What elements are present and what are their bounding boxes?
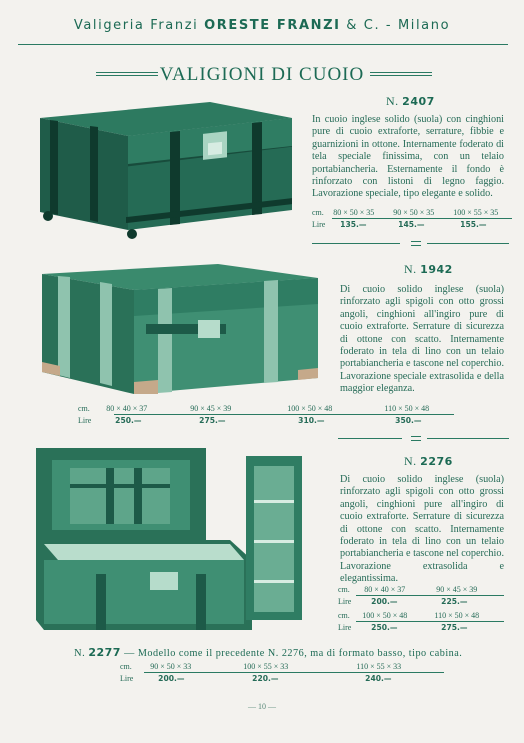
divider xyxy=(427,243,509,244)
item-2407-price-3: 155.— xyxy=(460,220,487,229)
item-2276-size-2: 90 × 45 × 39 xyxy=(436,585,478,594)
item-1942-size-2: 90 × 45 × 39 xyxy=(190,404,232,413)
trunk-2276-illustration xyxy=(30,444,330,644)
letterhead xyxy=(0,18,524,33)
item-2277-size-3: 110 × 55 × 33 xyxy=(356,662,402,671)
divider xyxy=(338,438,402,439)
item-2277-size-1: 90 × 50 × 33 xyxy=(150,662,192,671)
letterhead-part4: - Milano xyxy=(385,18,451,33)
item-2276-description: Di cuoio solido inglese (suola) rinforzato agli spigoli con otto grossi angoli, cinghioni pure all'ingiro di cuoio extraforte. Serrature di sicurezza di ottone con scatto. Internamente foderato in tela di lino con un telaio portabiancheria e tascone nel coperchio. Lavorazione extrasolida e elegantissima. xyxy=(340,474,504,585)
item-2276-price-2: 225.— xyxy=(441,597,468,606)
item-2407-size-3: 100 × 55 × 35 xyxy=(453,208,499,217)
trunk-2407-illustration xyxy=(30,88,302,244)
item-1942-size-1: 80 × 40 × 37 xyxy=(106,404,148,413)
title-rule-left xyxy=(96,72,158,73)
letterhead-part3: & C. xyxy=(346,18,381,33)
item-2276-price-4: 275.— xyxy=(441,623,468,632)
item-1942-description: Di cuoio solido inglese (suola) rinforzato agli spigoli con otto grossi angoli, cinghioni all'ingiro pure di cuoio extraforte. Serrature di sicurezza di ottone con scatto. Internamente foderato in tela di lino con un telaio portabiancheria e tascone nel coperchio. Lavorazione speciale extrasolida e della maggior eleganza. xyxy=(340,284,504,395)
item-2276-price-3: 250.— xyxy=(371,623,398,632)
item-2276-price-table-2: cm. 100 × 50 × 48 110 × 50 × 48 Lire 250.— 275.— xyxy=(338,611,504,632)
divider-ornament xyxy=(411,436,421,441)
item-1942-price-3: 310.— xyxy=(298,416,325,425)
page-number: — 10 — xyxy=(248,702,276,711)
item-2277-description: — Modello come il precedente N. 2276, ma di formato basso, tipo cabina. xyxy=(124,648,463,659)
page-title: VALIGIONI DI CUOIO xyxy=(159,64,365,85)
item-1942-number: N. 1942 xyxy=(404,262,453,276)
letterhead-part2: ORESTE FRANZI xyxy=(204,18,341,33)
item-2277-price-3: 240.— xyxy=(365,674,392,683)
item-2276-size-3: 100 × 50 × 48 xyxy=(362,611,408,620)
item-2276-price-table-1: cm. 80 × 40 × 37 90 × 45 × 39 Lire 200.— 225.— xyxy=(338,585,504,606)
item-2407-price-2: 145.— xyxy=(398,220,425,229)
item-2407-number: N. 2407 xyxy=(386,94,435,108)
item-1942-price-2: 275.— xyxy=(199,416,226,425)
divider xyxy=(312,243,400,244)
item-1942-price-table: cm. 80 × 40 × 37 90 × 45 × 39 100 × 50 × 48 110 × 50 × 48 Lire 250.— 275.— 310.— 350.— xyxy=(78,404,454,425)
letterhead-part1: Valigeria Franzi xyxy=(73,18,199,33)
item-1942-price-1: 250.— xyxy=(115,416,142,425)
item-2276-number: N. 2276 xyxy=(404,454,453,468)
header-rule xyxy=(18,44,508,45)
item-2407-size-1: 80 × 50 × 35 xyxy=(333,208,375,217)
divider xyxy=(427,438,509,439)
item-2277-price-2: 220.— xyxy=(252,674,279,683)
item-2277-price-table: cm. 90 × 50 × 33 100 × 55 × 33 110 × 55 × 33 Lire 200.— 220.— 240.— xyxy=(120,662,444,683)
item-2407-description: In cuoio inglese solido (suola) con cinghioni pure di cuoio extraforte, serrature, fibbie e guarnizioni in ottone. Internamente foderato di tela speciale finissima, con un telaio portabiancheria. Esternamente il fondo è rinforzato con listoni di legno faggio. Lavorazione speciale, tipo elegante e solido. xyxy=(312,114,504,200)
divider-ornament xyxy=(411,241,421,246)
item-2276-price-1: 200.— xyxy=(371,597,398,606)
item-2276-size-1: 80 × 40 × 37 xyxy=(364,585,406,594)
trunk-1942-illustration xyxy=(38,254,322,398)
item-2407-size-2: 90 × 50 × 35 xyxy=(393,208,435,217)
item-2277-size-2: 100 × 55 × 33 xyxy=(243,662,289,671)
item-2407-price-table: cm. 80 × 50 × 35 90 × 50 × 35 100 × 55 × 35 Lire 135.— 145.— 155.— xyxy=(312,208,512,229)
item-2276-size-4: 110 × 50 × 48 xyxy=(434,611,480,620)
item-2407-price-1: 135.— xyxy=(340,220,367,229)
title-rule-left-2 xyxy=(96,75,158,76)
title-rule-right xyxy=(370,72,432,73)
item-1942-price-4: 350.— xyxy=(395,416,422,425)
title-rule-right-2 xyxy=(370,75,432,76)
item-1942-size-3: 100 × 50 × 48 xyxy=(287,404,333,413)
item-1942-size-4: 110 × 50 × 48 xyxy=(384,404,430,413)
item-2277-price-1: 200.— xyxy=(158,674,185,683)
item-2277-line: N. 2277 — Modello come il precedente N. 2276, ma di formato basso, tipo cabina. xyxy=(74,646,463,659)
